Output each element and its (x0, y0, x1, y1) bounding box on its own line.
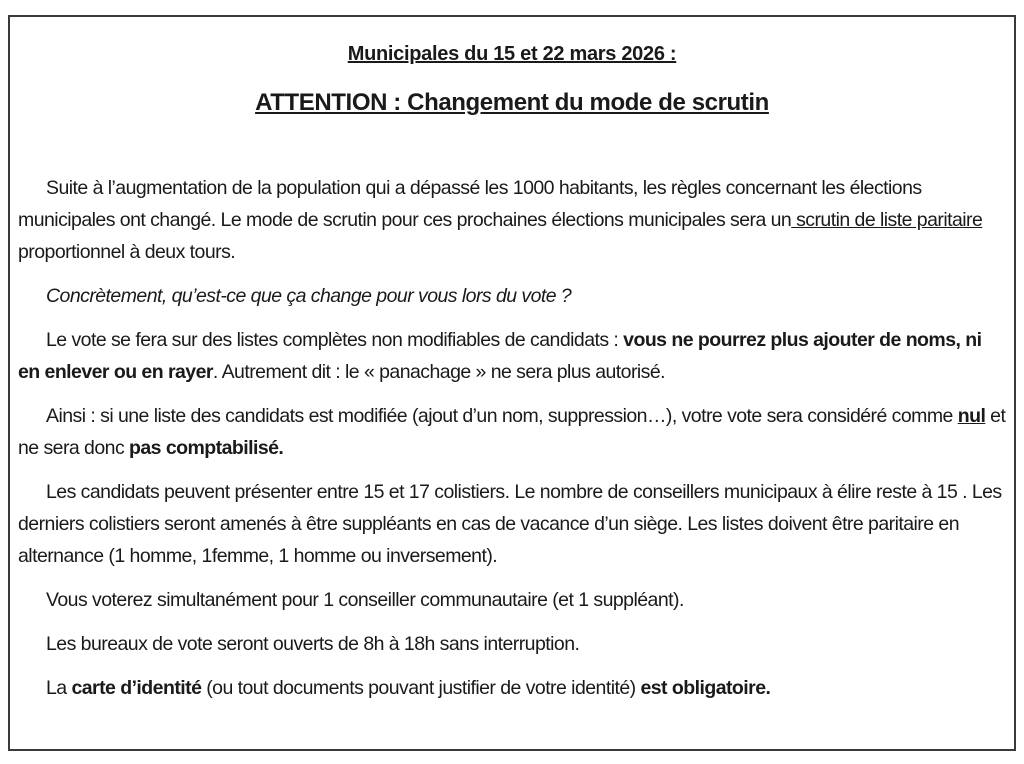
paragraph-community-councillor: Vous voterez simultanément pour 1 conseiller communautaire (et 1 suppléant). (46, 589, 684, 611)
text: Ainsi : si une liste des candidats est modifiée (ajout d’un nom, suppression…), votre vote sera considéré comme (46, 405, 958, 427)
text: La (46, 677, 72, 699)
paragraph-opening-hours: Les bureaux de vote seront ouverts de 8h à 18h sans interruption. (46, 633, 580, 655)
notice-body (18, 172, 1006, 716)
paragraph-question: Concrètement, qu’est-ce que ça change pour vous lors du vote ? (46, 285, 572, 307)
paragraph-candidates: Les candidats peuvent présenter entre 15 et 17 colistiers. Le nombre de conseillers municipaux à élire reste à 15 . Les derniers colistiers seront amenés à être suppléants en cas de vacance d’un siège. Les listes doivent être paritaire en alternance (1 homme, 1femme, 1 homme ou inversement). (18, 481, 1002, 567)
bold-underlined-text: nul (957, 405, 986, 427)
paragraph-population-change (18, 172, 1006, 268)
text: proportionnel à deux tours. (18, 241, 236, 263)
notice-frame (8, 15, 1016, 751)
notice-title: Municipales du 15 et 22 mars 2026 : (347, 43, 677, 65)
text: et ne sera donc (18, 405, 1006, 459)
text: . Autrement dit : le « panachage » ne sera plus autorisé. (212, 361, 666, 383)
underlined-term: scrutin de liste paritaire (791, 209, 983, 231)
text: Le vote se fera sur des listes complètes non modifiables de candidats : (46, 329, 624, 351)
paragraph-id-required (18, 672, 1006, 704)
bold-text: vous ne pourrez plus ajouter de noms, ni en enlever ou en rayer (18, 329, 982, 383)
text: Suite à l’augmentation de la population qui a dépassé les 1000 habitants, les règles concernant les élections municipales ont changé. Le mode de scrutin pour ces prochaines élections municipales sera un (18, 177, 922, 231)
text: (ou tout documents pouvant justifier de votre identité) (201, 677, 641, 699)
notice-subtitle: ATTENTION : Changement du mode de scrutin (255, 89, 769, 116)
paragraph-null-vote (18, 400, 1006, 464)
paragraph-complete-lists (18, 324, 1006, 388)
bold-text: est obligatoire. (640, 677, 771, 699)
bold-text: carte d’identité (71, 677, 202, 699)
bold-text: pas comptabilisé. (129, 437, 284, 459)
